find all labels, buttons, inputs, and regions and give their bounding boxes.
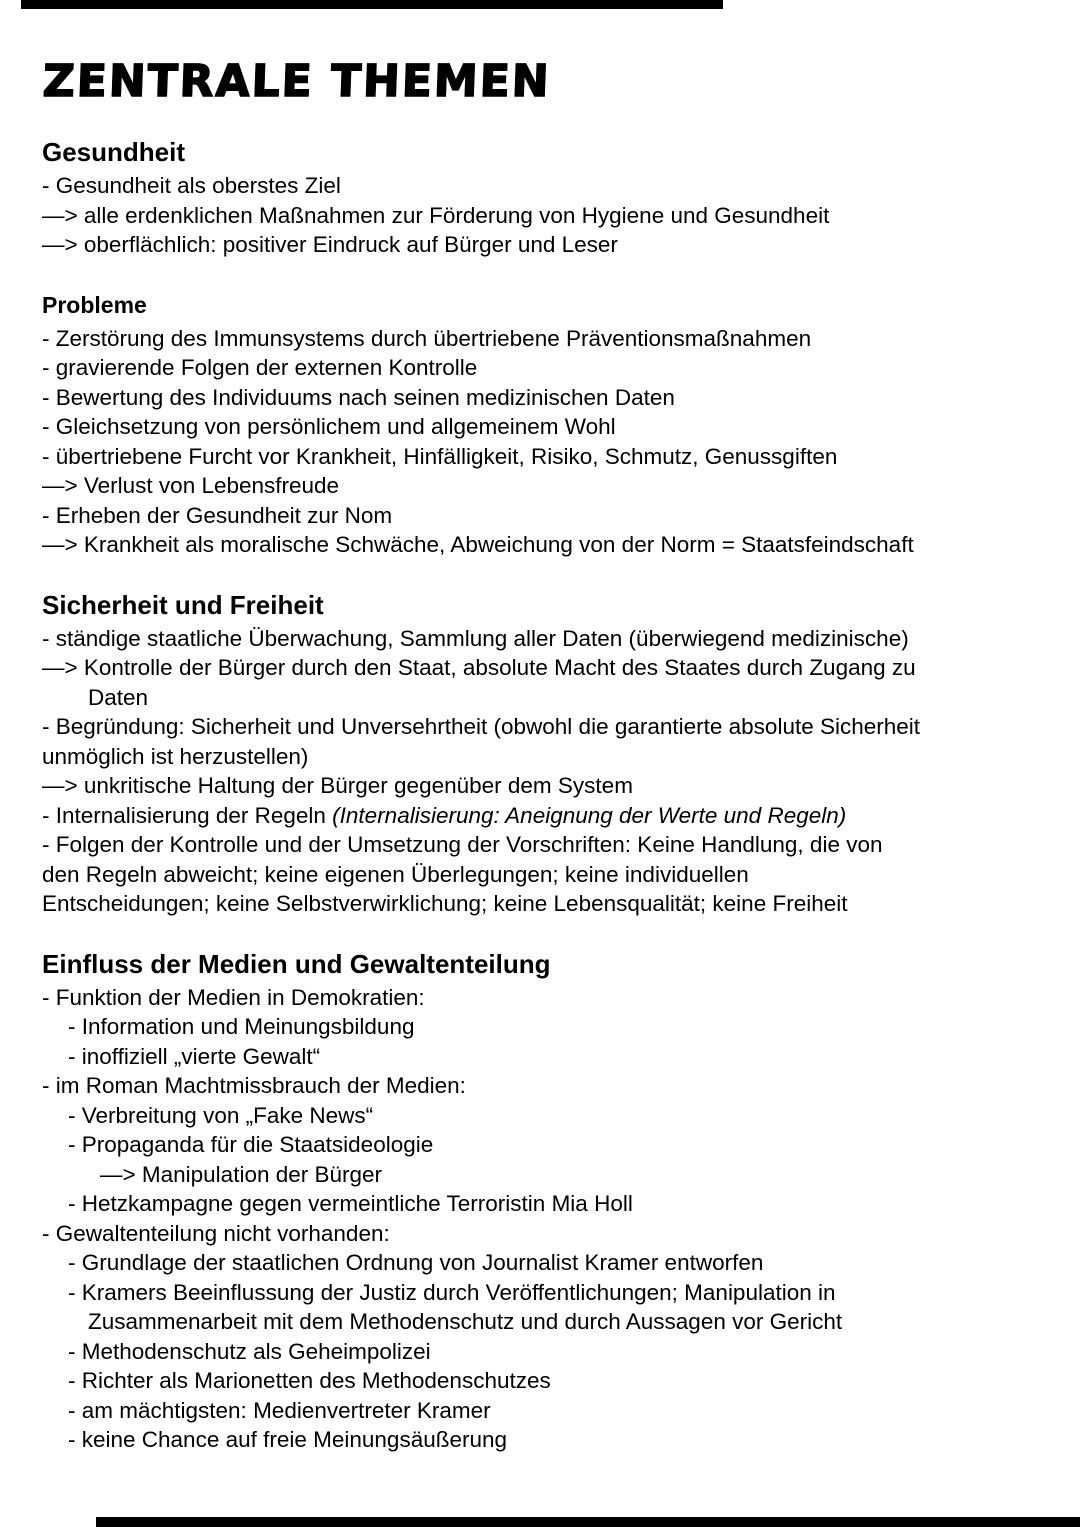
text-segment: - Internalisierung der Regeln [42,802,333,828]
text-segment: unmöglich ist herzustellen) [42,743,309,769]
text-line [42,771,1038,801]
text-segment: - Hetzkampagne gegen vermeintliche Terroristin Mia Holl [68,1191,633,1216]
text-line [42,1160,1038,1190]
text-line [42,712,1038,742]
text-line [42,412,1038,442]
text-line [42,624,1038,654]
text-line [42,1071,1038,1101]
text-segment: —> Manipulation der Bürger [100,1161,383,1187]
page-title: ZENTRALE THEMEN [42,56,552,107]
text-segment: —> Kontrolle der Bürger durch den Staat, absolute Macht des Staates durch Zugang zu [42,655,916,680]
text-line [42,1012,1038,1042]
text-line [42,1042,1038,1072]
text-segment: Entscheidungen; keine Selbstverwirklichung; keine Lebensqualität; keine Freiheit [42,891,848,916]
text-segment: - Zerstörung des Immunsystems durch übertriebene Präventionsmaßnahmen [42,325,812,351]
section-heading: Gesundheit [42,137,186,167]
text-segment: - Gewaltenteilung nicht vorhanden: [42,1220,390,1246]
text-line [42,830,1038,860]
text-line [42,1425,1038,1455]
text-segment: - übertriebene Furcht vor Krankheit, Hinfälligkeit, Risiko, Schmutz, Genussgiften [42,443,838,469]
text-line [42,742,1038,772]
text-segment-italic: (Internalisierung: Aneignung der Werte und Regeln) [332,802,847,828]
text-line [42,324,1038,354]
text-segment: - gravierende Folgen der externen Kontrolle [42,355,478,380]
text-line [42,1396,1038,1426]
text-segment: —> Verlust von Lebensfreude [42,473,340,498]
text-segment: - Gesundheit als oberstes Ziel [42,173,341,198]
text-line [42,1278,1038,1308]
text-segment: - keine Chance auf freie Meinungsäußerung [68,1427,508,1452]
text-line [42,1366,1038,1396]
text-line [42,1337,1038,1367]
text-segment: - Funktion der Medien in Demokratien: [42,984,425,1010]
text-segment: Zusammenarbeit mit dem Methodenschutz und durch Aussagen vor Gericht [88,1309,843,1334]
text-line [42,1248,1038,1278]
text-line [42,171,1038,201]
text-line [42,530,1038,560]
text-line [42,1101,1038,1131]
text-line [42,653,1038,683]
text-segment: - inoffiziell „vierte Gewalt“ [68,1043,321,1069]
text-segment: - Erheben der Gesundheit zur Nom [42,502,393,528]
text-line [42,230,1038,260]
text-line [42,683,1038,713]
text-segment: —> unkritische Haltung der Bürger gegenüber dem System [42,773,633,798]
text-segment: —> alle erdenklichen Maßnahmen zur Förderung von Hygiene und Gesundheit [42,202,830,228]
text-segment: - Begründung: Sicherheit und Unversehrtheit (obwohl die garantierte absolute Sicherheit [42,714,921,739]
text-segment: - Bewertung des Individuums nach seinen medizinischen Daten [42,384,675,410]
text-segment: —> Krankheit als moralische Schwäche, Abweichung von der Norm = Staatsfeindschaft [42,532,914,557]
text-segment: - Verbreitung von „Fake News“ [68,1102,374,1128]
text-segment: - Richter als Marionetten des Methodenschutzes [68,1368,551,1393]
text-segment: - ständige staatliche Überwachung, Sammlung aller Daten (überwiegend medizinische) [42,625,909,651]
text-segment: —> oberflächlich: positiver Eindruck auf Bürger und Leser [42,232,618,257]
text-segment: Daten [88,684,149,710]
text-line [42,889,1038,919]
text-line [42,1189,1038,1219]
text-line [42,1219,1038,1249]
section-heading: Sicherheit und Freiheit [42,589,324,620]
section-heading: Einfluss der Medien und Gewaltenteilung [42,948,551,979]
text-segment: - Kramers Beeinflussung der Justiz durch Veröffentlichungen; Manipulation in [68,1279,836,1305]
text-line [42,983,1038,1013]
text-line [42,471,1038,501]
text-segment: - am mächtigsten: Medienvertreter Kramer [68,1397,491,1423]
text-segment: - Folgen der Kontrolle und der Umsetzung der Vorschriften: Keine Handlung, die von [42,832,883,857]
text-segment: - Grundlage der staatlichen Ordnung von Journalist Kramer entworfen [68,1250,764,1275]
text-line [42,1307,1038,1337]
sections [42,137,1038,1455]
text-line [42,353,1038,383]
text-segment: - Gleichsetzung von persönlichem und allgemeinem Wohl [42,414,616,439]
text-line [42,501,1038,531]
text-line [42,201,1038,231]
section-heading: Probleme [42,291,147,318]
text-line [42,860,1038,890]
text-segment: - Information und Meinungsbildung [68,1014,415,1039]
text-line [42,801,1038,831]
text-segment: - im Roman Machtmissbrauch der Medien: [42,1073,466,1098]
text-segment: - Methodenschutz als Geheimpolizei [68,1338,431,1364]
scan-edge-artifact-top [21,0,723,9]
text-segment: den Regeln abweicht; keine eigenen Überlegungen; keine individuellen [42,861,749,887]
text-line [42,383,1038,413]
text-segment: - Propaganda für die Staatsideologie [68,1132,434,1157]
text-line [42,1130,1038,1160]
scan-edge-artifact-bottom [96,1517,1080,1527]
text-line [42,442,1038,472]
